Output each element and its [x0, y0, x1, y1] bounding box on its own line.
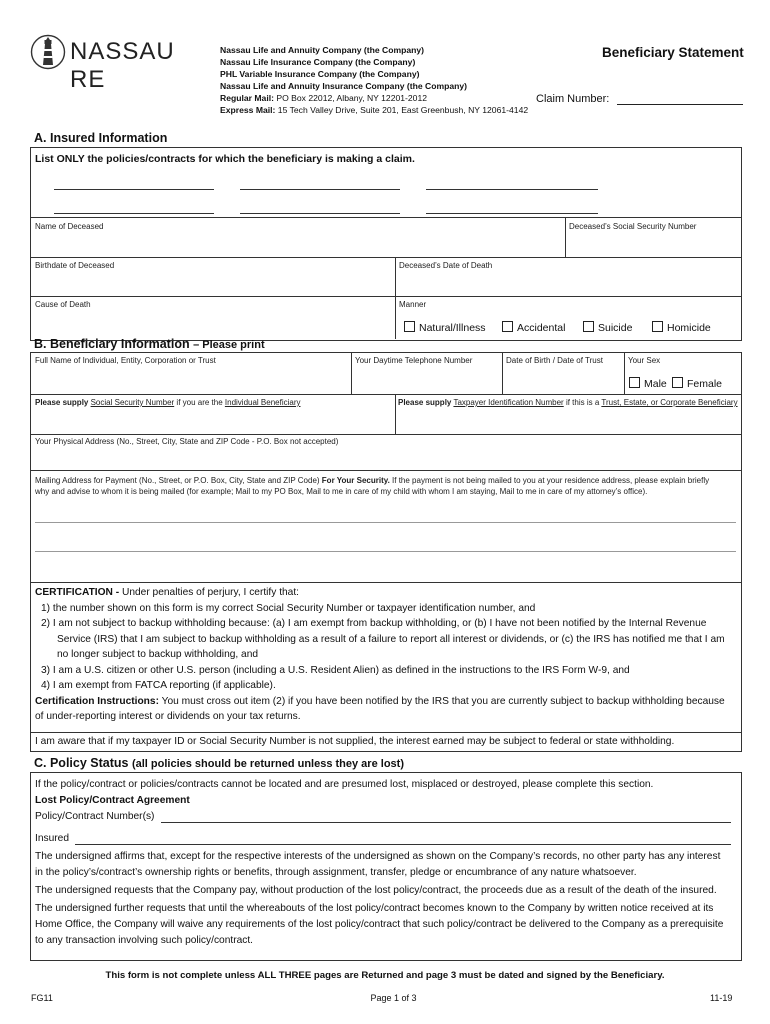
mailing-address-label: Mailing Address for Payment (No., Street, or P.O. Box, City, State and ZIP Code) For Your Security. If the payment is not being mailed to you at your residence address, please explain briefly why and advise to whom it is being mailed (for example; Mail to my PO Box, Mail to me in care of my child with whom I am staying, Mail to me in care of my attorney’s office).	[35, 476, 710, 496]
policy-number-blank[interactable]	[54, 188, 214, 190]
company-line: Nassau Life and Annuity Company (the Company)	[220, 45, 425, 55]
ssn-instruction: Please supply Social Security Number if you are the Individual Beneficiary	[35, 398, 301, 407]
page-number: Page 1 of 3	[370, 993, 417, 1003]
regular-mail: Regular Mail: PO Box 22012, Albany, NY 12201-2012	[220, 93, 428, 103]
checkbox[interactable]	[502, 321, 513, 332]
checkbox[interactable]	[583, 321, 594, 332]
cert-instructions: Certification Instructions: You must cross out item (2) if you have been notified by the IRS that you are currently subject to backup withholding because	[35, 695, 725, 707]
certification-block: CERTIFICATION - Under penalties of perjury, I certify that: 1) the number shown on this form is my correct Social Security Number or taxpayer identification number, and 2) I am not subject to backup withholding because: (a) I am exempt from backup withholding, or (b) I have not been notified by the Internal Revenue Service (IRS) that I am subject to backup withholding as a result of a failure to report all interest or dividends, or (c) the IRS has notified me that I am no longer subject to backup withholding, and 3) I am a U.S. citizen or other U.S. person (including a U.S. Resident Alien) as defined in the instructions to the IRS Form W-9, and 4) I am exempt from FATCA reporting (if applicable). Certification Instructions: You must cross out item (2) if you have been notified by the IRS that you are currently subject to backup withholding because of under-reporting interest or dividends on your tax returns.	[35, 585, 739, 725]
ssn-field[interactable]	[32, 410, 392, 432]
birthdate-label: Birthdate of Deceased	[35, 261, 115, 270]
sex-label: Your Sex	[628, 356, 661, 365]
lighthouse-icon	[30, 34, 66, 70]
sex-female[interactable]: Female	[672, 377, 722, 390]
cert-item: 1) the number shown on this form is my correct Social Security Number or taxpayer identification number, and	[41, 602, 536, 614]
withholding-notice: I am aware that if my taxpayer ID or Social Security Number is not supplied, the interest earned may be subject to federal or state withholding.	[35, 736, 675, 747]
cert-item: 4) I am exempt from FATCA reporting (if applicable).	[41, 680, 276, 691]
sex-male[interactable]: Male	[629, 377, 667, 390]
policy-number-blank[interactable]	[240, 212, 400, 214]
claim-number-field[interactable]: Claim Number:	[536, 93, 743, 105]
policy-number-blank[interactable]	[426, 212, 598, 214]
cause-of-death-field[interactable]	[32, 311, 392, 337]
phone-field[interactable]	[353, 368, 499, 392]
section-c-content: If the policy/contract or policies/contracts cannot be located and are presumed lost, misplaced or destroyed, please complete this section. Lost Policy/Contract Agreement Policy/Contract Number(s) Insured The undersigned affirms that, except for the respective interests of the undersigned as shown on the Company’s records, no other party has any interest in the policy’s/contract’s ownership rights or benefits, through assignment, transfer, pledge or encumbrance of any nature whatsoever. The undersigned requests that the Company pay, without production of the lost policy/contract, the proceeds due as a result of the death of the insured. The undersigned further requests that until the whereabouts of the lost policy/contract becomes known to the Company by written notice received at its Home Office, the Company will waive any requirements of the lost policy/contract that such policy/contract be delivered to the Company as a prerequisite to any transaction involving such policy/contract.	[35, 777, 739, 949]
form-code: FG11	[31, 993, 53, 1003]
checkbox[interactable]	[672, 377, 683, 388]
express-mail: Express Mail: 15 Tech Valley Drive, Suite 201, East Greenbush, NY 12061-4142	[220, 105, 529, 115]
revision-date: 11-19	[710, 993, 733, 1003]
physical-address-field[interactable]	[32, 448, 738, 468]
cert-item: Service (IRS) that I am subject to backup withholding as a result of a failure to report all interest or dividends, or (c) the IRS has notified me that I am	[57, 633, 725, 645]
section-b-heading: B. Beneficiary Information – Please print	[34, 337, 265, 351]
manner-label: Manner	[399, 300, 427, 309]
manner-suicide[interactable]: Suicide	[583, 321, 632, 334]
date-of-death-label: Deceased’s Date of Death	[399, 261, 493, 270]
checkbox[interactable]	[404, 321, 415, 332]
dob-label: Date of Birth / Date of Trust	[506, 356, 603, 365]
dob-field[interactable]	[504, 368, 622, 392]
logo-text: NASSAU RE	[70, 38, 175, 93]
policy-number-blank[interactable]	[240, 188, 400, 190]
policy-number-blank[interactable]	[54, 212, 214, 214]
cert-item: 3) I am a U.S. citizen or other U.S. person (including a U.S. Resident Alien) as defined in the instructions to the IRS Form W-9, and	[41, 664, 630, 676]
completion-notice: This form is not complete unless ALL THREE pages are Returned and page 3 must be dated and signed by the Beneficiary.	[105, 970, 665, 981]
insured-row: Insured	[35, 831, 739, 849]
name-of-deceased-label: Name of Deceased	[35, 222, 104, 231]
company-line: Nassau Life Insurance Company (the Company)	[220, 57, 416, 67]
company-line: PHL Variable Insurance Company (the Company)	[220, 69, 420, 79]
company-line: Nassau Life and Annuity Insurance Company (the Company)	[220, 81, 468, 91]
full-name-label: Full Name of Individual, Entity, Corporation or Trust	[35, 356, 216, 365]
physical-address-label: Your Physical Address (No., Street, City, State and ZIP Code - P.O. Box not accepted)	[35, 437, 339, 446]
cause-of-death-label: Cause of Death	[35, 300, 91, 309]
cert-item: 2) I am not subject to backup withholding because: (a) I am exempt from backup withholding, or (b) I have not been notified by the Internal Revenue	[41, 618, 707, 629]
phone-label: Your Daytime Telephone Number	[355, 356, 473, 365]
insured-field[interactable]	[75, 843, 731, 845]
company-logo	[30, 34, 210, 93]
manner-homicide[interactable]: Homicide	[652, 321, 711, 334]
policy-numbers-field[interactable]	[161, 821, 731, 823]
mailing-address-line[interactable]	[35, 551, 736, 552]
deceased-ssn-field[interactable]	[568, 232, 738, 254]
section-a-heading: A. Insured Information	[34, 131, 168, 145]
section-c-heading: C. Policy Status (all policies should be returned unless they are lost)	[34, 756, 404, 770]
birthdate-field[interactable]	[32, 272, 392, 294]
deceased-ssn-label: Deceased’s Social Security Number	[569, 222, 697, 231]
checkbox[interactable]	[652, 321, 663, 332]
policy-numbers-row: Policy/Contract Number(s)	[35, 809, 739, 831]
tin-instruction: Please supply Taxpayer Identification Number if this is a Trust, Estate, or Corporate Beneficiary	[398, 398, 738, 407]
manner-natural[interactable]: Natural/Illness	[404, 321, 486, 334]
name-of-deceased-field[interactable]	[32, 232, 562, 254]
policy-number-blank[interactable]	[426, 188, 598, 190]
cert-item: no longer subject to backup withholding, and	[57, 649, 259, 660]
checkbox[interactable]	[629, 377, 640, 388]
full-name-field[interactable]	[32, 368, 348, 392]
mailing-address-line[interactable]	[35, 522, 736, 523]
manner-accidental[interactable]: Accidental	[502, 321, 565, 334]
company-address-block	[220, 44, 528, 116]
tin-field[interactable]	[398, 410, 738, 432]
section-a-instruction: List ONLY the policies/contracts for which the beneficiary is making a claim.	[35, 153, 415, 165]
document-title: Beneficiary Statement	[602, 45, 744, 60]
date-of-death-field[interactable]	[398, 272, 738, 294]
